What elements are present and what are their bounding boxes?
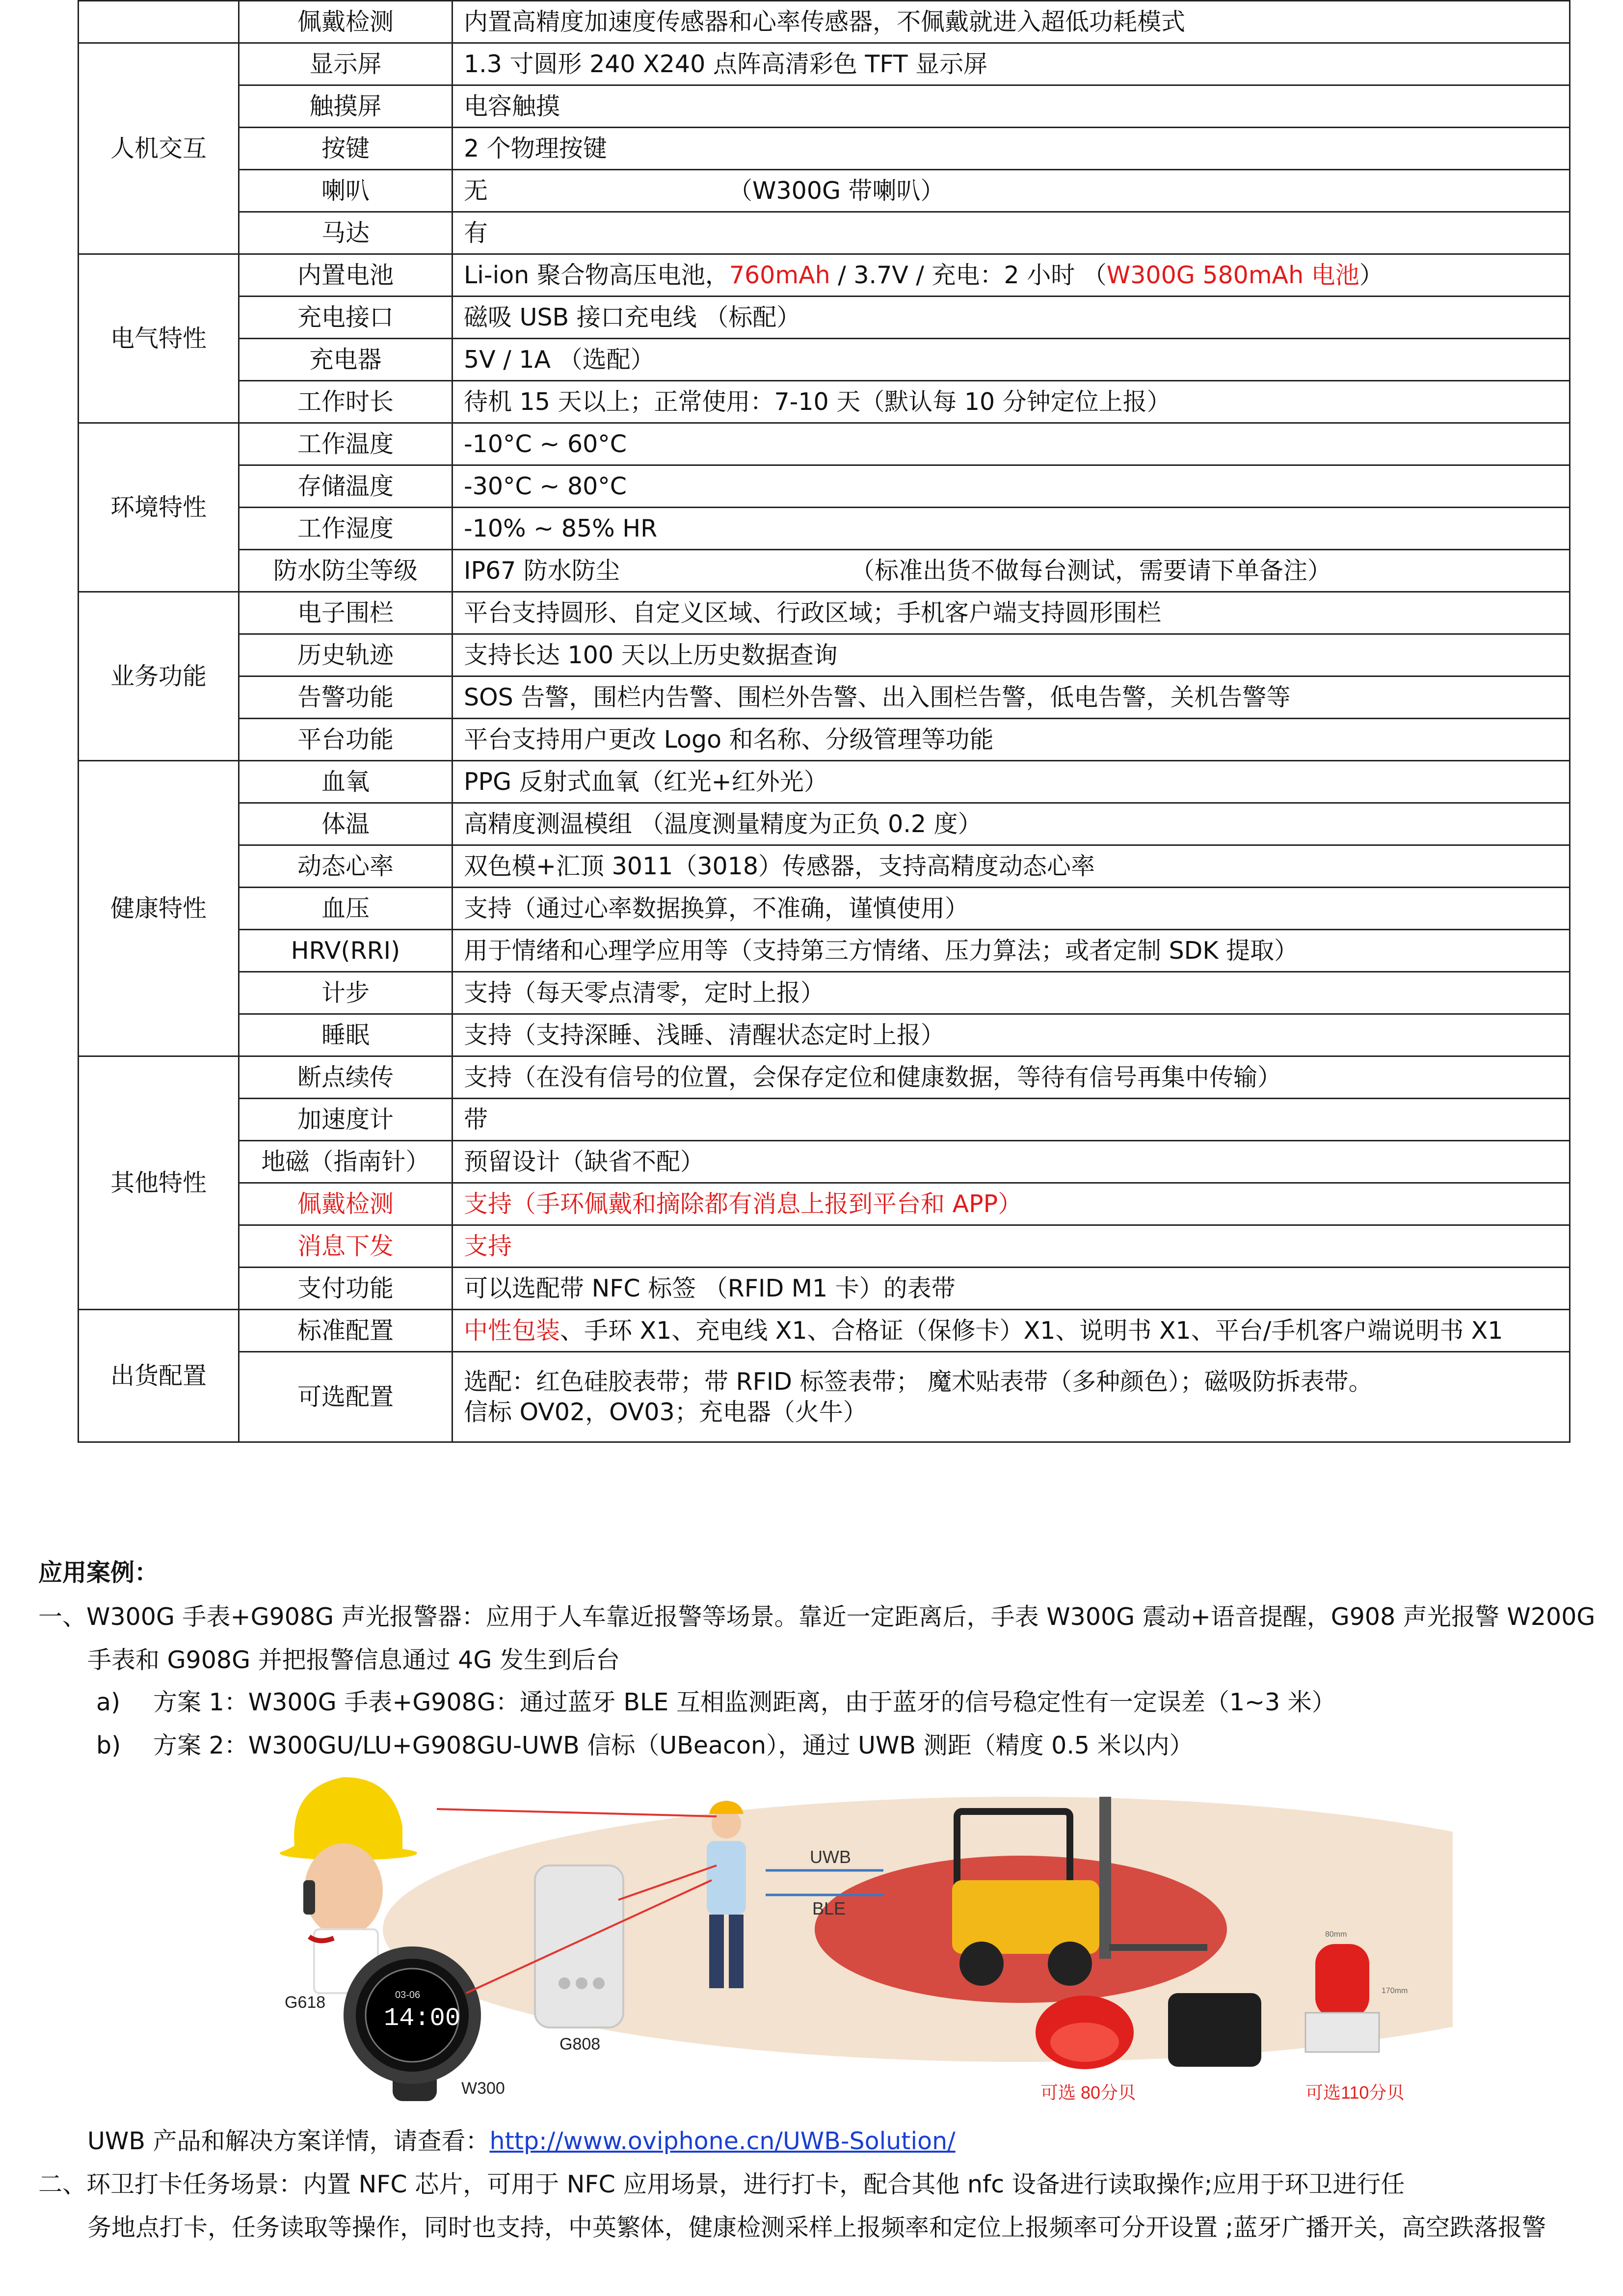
spec-value-text: 2 个物理按键 — [464, 134, 607, 162]
spec-value-text: 可以选配带 NFC 标签 （RFID M1 卡）的表带 — [464, 1274, 956, 1302]
spec-row — [79, 803, 1570, 845]
spec-category: 环境特性 — [79, 423, 239, 592]
spec-value-text: 选配：红色硅胶表带；带 RFID 标签表带； 魔术贴表带（多种颜色）；磁吸防拆表带。 — [464, 1368, 1373, 1396]
spec-category: 电气特性 — [79, 254, 239, 423]
spec-row — [79, 888, 1570, 930]
case-1a-label: a) — [96, 1688, 121, 1716]
spec-row — [79, 634, 1570, 676]
spec-row — [79, 43, 1570, 85]
label-g808: G808 — [559, 2035, 601, 2053]
spec-row — [79, 930, 1570, 972]
spec-value — [452, 972, 1570, 1014]
spec-row — [79, 1141, 1570, 1183]
spec-item: 马达 — [239, 212, 452, 254]
spec-value-text: 信标 OV02，OV03；充电器（火牛） — [464, 1398, 867, 1426]
spec-category: 业务功能 — [79, 592, 239, 761]
spec-row — [79, 845, 1570, 888]
spec-item: 历史轨迹 — [239, 634, 452, 676]
label-g618: G618 — [285, 1993, 326, 2012]
spec-row — [79, 212, 1570, 254]
spec-value — [452, 845, 1570, 888]
spec-value — [452, 85, 1570, 128]
spec-item: 充电接口 — [239, 297, 452, 339]
spec-value — [452, 465, 1570, 508]
spec-value-text: -10% ~ 85% HR — [464, 514, 658, 542]
spec-row — [79, 170, 1570, 212]
spec-value — [452, 803, 1570, 845]
spec-item: 告警功能 — [239, 676, 452, 719]
spec-category: 其他特性 — [79, 1056, 239, 1310]
spec-value — [452, 339, 1570, 381]
spec-item: 睡眠 — [239, 1014, 452, 1056]
spec-value-text: -10°C ~ 60°C — [464, 430, 627, 458]
spec-item: 按键 — [239, 128, 452, 170]
spec-item: 消息下发 — [239, 1225, 452, 1268]
spec-value-text: 带 — [464, 1105, 488, 1134]
case-2-line-2: 务地点打卡，任务读取等操作，同时也支持，中英繁体，健康检测采样上报频率和定位上报频率可分开设置 ;蓝牙广播开关，高空跌落报警 — [87, 2214, 1546, 2242]
spec-value-text: 预留设计（缺省不配） — [464, 1147, 705, 1176]
spec-row — [79, 297, 1570, 339]
spec-value-text: 高精度测温模组 （温度测量精度为正负 0.2 度） — [464, 810, 982, 838]
spec-value-text: 支持（每天零点清零，定时上报） — [464, 978, 825, 1007]
spec-value-text: 待机 15 天以上；正常使用：7-10 天（默认每 10 分钟定位上报） — [464, 387, 1171, 416]
label-uwb: UWB — [810, 1847, 851, 1867]
spec-row — [79, 254, 1570, 297]
spec-value — [452, 43, 1570, 85]
spec-value-text: 、手环 X1、充电线 X1、合格证（保修卡）X1、说明书 X1、平台/手机客户端说明书 X1 — [560, 1316, 1503, 1345]
spec-item: 存储温度 — [239, 465, 452, 508]
spec-value — [452, 1268, 1570, 1310]
label-w300: W300 — [461, 2079, 505, 2098]
spec-value-highlight: 支持 — [464, 1232, 512, 1260]
spec-value — [452, 1099, 1570, 1141]
spec-row — [79, 676, 1570, 719]
spec-value — [452, 170, 1570, 212]
spec-value-text: 平台支持圆形、自定义区域、行政区域；手机客户端支持圆形围栏 — [464, 598, 1162, 627]
spec-value — [452, 1014, 1570, 1056]
alarm-110db — [1305, 1944, 1379, 2052]
spec-item: 断点续传 — [239, 1056, 452, 1099]
spec-row — [79, 381, 1570, 423]
case-1-line-1: 一、W300G 手表+G908G 声光报警器：应用于人车靠近报警等场景。靠近一定距离后，手表 W300G 震动+语音提醒，G908 声光报警 W200G — [38, 1603, 1596, 1631]
spec-value — [452, 761, 1570, 803]
spec-item: HRV(RRI) — [239, 930, 452, 972]
spec-value-highlight: 支持（手环佩戴和摘除都有消息上报到平台和 APP） — [464, 1189, 1022, 1218]
spec-item: 计步 — [239, 972, 452, 1014]
case-2-line-1: 二、环卫打卡任务场景：内置 NFC 芯片，可用于 NFC 应用场景，进行打卡，配合其他 nfc 设备进行读取操作;应用于环卫进行任 — [38, 2170, 1405, 2198]
spec-item: 工作温度 — [239, 423, 452, 465]
label-ble: BLE — [812, 1898, 846, 1918]
spec-value — [452, 1183, 1570, 1225]
spec-value — [452, 592, 1570, 634]
spec-value-text: 内置高精度加速度传感器和心率传感器，不佩戴就进入超低功耗模式 — [464, 7, 1186, 36]
label-optional-80db: 可选 80分贝 — [1040, 2082, 1136, 2103]
spec-item: 可选配置 — [239, 1352, 452, 1442]
spec-item: 血压 — [239, 888, 452, 930]
spec-row — [79, 423, 1570, 465]
spec-value-text: IP67 防水防尘 — [464, 556, 620, 585]
spec-value — [452, 676, 1570, 719]
spec-row — [79, 465, 1570, 508]
spec-row — [79, 1268, 1570, 1310]
spec-row — [79, 85, 1570, 128]
spec-item: 工作时长 — [239, 381, 452, 423]
spec-value-text: Li-ion 聚合物高压电池， — [464, 261, 729, 289]
spec-value-text: 支持（在没有信号的位置，会保存定位和健康数据，等待有信号再集中传输） — [464, 1063, 1282, 1091]
spec-row — [79, 1183, 1570, 1225]
spec-item: 内置电池 — [239, 254, 452, 297]
case-1b-text: 方案 2：W300GU/LU+G908GU-UWB 信标（UBeacon），通过 UWB 测距（精度 0.5 米以内） — [153, 1731, 1194, 1759]
spec-item: 显示屏 — [239, 43, 452, 85]
spec-value-text: PPG 反射式血氧（红光+红外光） — [464, 767, 828, 796]
spec-value-text: 支持（支持深睡、浅睡、清醒状态定时上报） — [464, 1021, 945, 1049]
spec-value — [452, 1310, 1570, 1352]
spec-row — [79, 1099, 1570, 1141]
control-box — [1168, 1993, 1261, 2067]
spec-row — [79, 1352, 1570, 1442]
arrow-helmet-to-worker — [437, 1809, 717, 1816]
spec-value-text: 支持长达 100 天以上历史数据查询 — [464, 641, 838, 669]
spec-row — [79, 1310, 1570, 1352]
spec-item: 血氧 — [239, 761, 452, 803]
uwb-info-prefix: UWB 产品和解决方案详情，请查看： — [87, 2127, 490, 2155]
spec-category — [79, 1, 239, 43]
spec-item: 工作湿度 — [239, 508, 452, 550]
spec-value-text: 支持（通过心率数据换算，不准确，谨慎使用） — [464, 894, 969, 922]
spec-item: 加速度计 — [239, 1099, 452, 1141]
watch-date: 03-06 — [395, 1990, 421, 2000]
spec-value-text: 磁吸 USB 接口充电线 （标配） — [464, 303, 801, 331]
spec-row — [79, 719, 1570, 761]
spec-value-text: ） — [1359, 261, 1384, 289]
spec-value — [452, 297, 1570, 339]
spec-row — [79, 1056, 1570, 1099]
spec-value — [452, 888, 1570, 930]
spec-value-text: 5V / 1A （选配） — [464, 345, 655, 374]
spec-value-text: 平台支持用户更改 Logo 和名称、分级管理等功能 — [464, 725, 994, 754]
spec-value — [452, 550, 1570, 592]
spec-value-text: （W300G 带喇叭） — [728, 176, 945, 205]
spec-value-text: SOS 告警，围栏内告警、围栏外告警、出入围栏告警，低电告警，关机告警等 — [464, 683, 1291, 711]
spec-item: 动态心率 — [239, 845, 452, 888]
spec-row — [79, 508, 1570, 550]
spec-item: 体温 — [239, 803, 452, 845]
spec-item: 电子围栏 — [239, 592, 452, 634]
spec-row — [79, 550, 1570, 592]
spec-value — [452, 508, 1570, 550]
spec-value — [452, 381, 1570, 423]
spec-value-text: 无 — [464, 176, 488, 205]
spec-row — [79, 128, 1570, 170]
spec-value — [452, 1225, 1570, 1268]
spec-value — [452, 1, 1570, 43]
spec-item: 防水防尘等级 — [239, 550, 452, 592]
alarm-size-top: 80mm — [1325, 1930, 1347, 1939]
case-1b-label: b) — [96, 1731, 121, 1759]
spec-category: 健康特性 — [79, 761, 239, 1056]
label-optional-110db: 可选110分贝 — [1305, 2082, 1405, 2103]
uwb-solution-link[interactable]: http://www.oviphone.cn/UWB-Solution/ — [489, 2127, 956, 2155]
spec-row — [79, 339, 1570, 381]
spec-row — [79, 761, 1570, 803]
uwb-info-line — [87, 2126, 956, 2157]
alarm-80db — [1036, 1996, 1134, 2069]
spec-item: 充电器 — [239, 339, 452, 381]
section-heading: 应用案例： — [38, 1559, 159, 1587]
spec-value-text: 1.3 寸圆形 240 X240 点阵高清彩色 TFT 显示屏 — [464, 50, 988, 78]
spec-category: 出货配置 — [79, 1310, 239, 1442]
spec-value — [452, 719, 1570, 761]
spec-value — [452, 423, 1570, 465]
spec-row — [79, 1, 1570, 43]
spec-row — [79, 592, 1570, 634]
spec-item: 佩戴检测 — [239, 1, 452, 43]
w300-watch — [344, 1946, 481, 2101]
spec-item: 支付功能 — [239, 1268, 452, 1310]
watch-time: 14:00 — [384, 2004, 461, 2033]
spec-value-highlight: 中性包装 — [464, 1316, 560, 1345]
spec-row — [79, 1014, 1570, 1056]
spec-item: 喇叭 — [239, 170, 452, 212]
spec-value — [452, 254, 1570, 297]
case-1-line-2: 手表和 G908G 并把报警信息通过 4G 发生到后台 — [87, 1646, 620, 1674]
spec-value — [452, 212, 1570, 254]
spec-value-text: 电容触摸 — [464, 92, 560, 120]
spec-value-text: 双色模+汇顶 3011（3018）传感器，支持高精度动态心率 — [464, 852, 1095, 880]
alarm-size-side: 170mm — [1382, 1987, 1408, 1995]
case-1a-text: 方案 1：W300G 手表+G908G：通过蓝牙 BLE 互相监测距离，由于蓝牙的信号稳定性有一定误差（1~3 米） — [153, 1688, 1336, 1716]
spec-value — [452, 634, 1570, 676]
spec-value-text: 用于情绪和心理学应用等（支持第三方情绪、压力算法；或者定制 SDK 提取） — [464, 936, 1299, 965]
spec-value — [452, 930, 1570, 972]
spec-item: 标准配置 — [239, 1310, 452, 1352]
spec-value — [452, 1056, 1570, 1099]
spec-value-highlight: 760mAh — [729, 261, 830, 289]
spec-item: 地磁（指南针） — [239, 1141, 452, 1183]
spec-value-text: （标准出货不做每台测试，需要请下单备注） — [850, 556, 1331, 585]
spec-value-text: -30°C ~ 80°C — [464, 472, 627, 500]
spec-value — [452, 128, 1570, 170]
spec-row — [79, 972, 1570, 1014]
spec-item: 平台功能 — [239, 719, 452, 761]
spec-value — [452, 1141, 1570, 1183]
spec-value — [452, 1352, 1570, 1442]
spec-item: 触摸屏 — [239, 85, 452, 128]
g808-beacon — [535, 1865, 623, 2027]
spec-category: 人机交互 — [79, 43, 239, 254]
spec-value-highlight: W300G 580mAh 电池 — [1106, 261, 1359, 289]
spec-item: 佩戴检测 — [239, 1183, 452, 1225]
spec-table — [78, 0, 1570, 1443]
spec-value-text: 有 — [464, 218, 488, 247]
spec-value-text: / 3.7V / 充电：2 小时 （ — [830, 261, 1107, 289]
uwb-scenario-illustration — [255, 1767, 1453, 2111]
spec-row — [79, 1225, 1570, 1268]
